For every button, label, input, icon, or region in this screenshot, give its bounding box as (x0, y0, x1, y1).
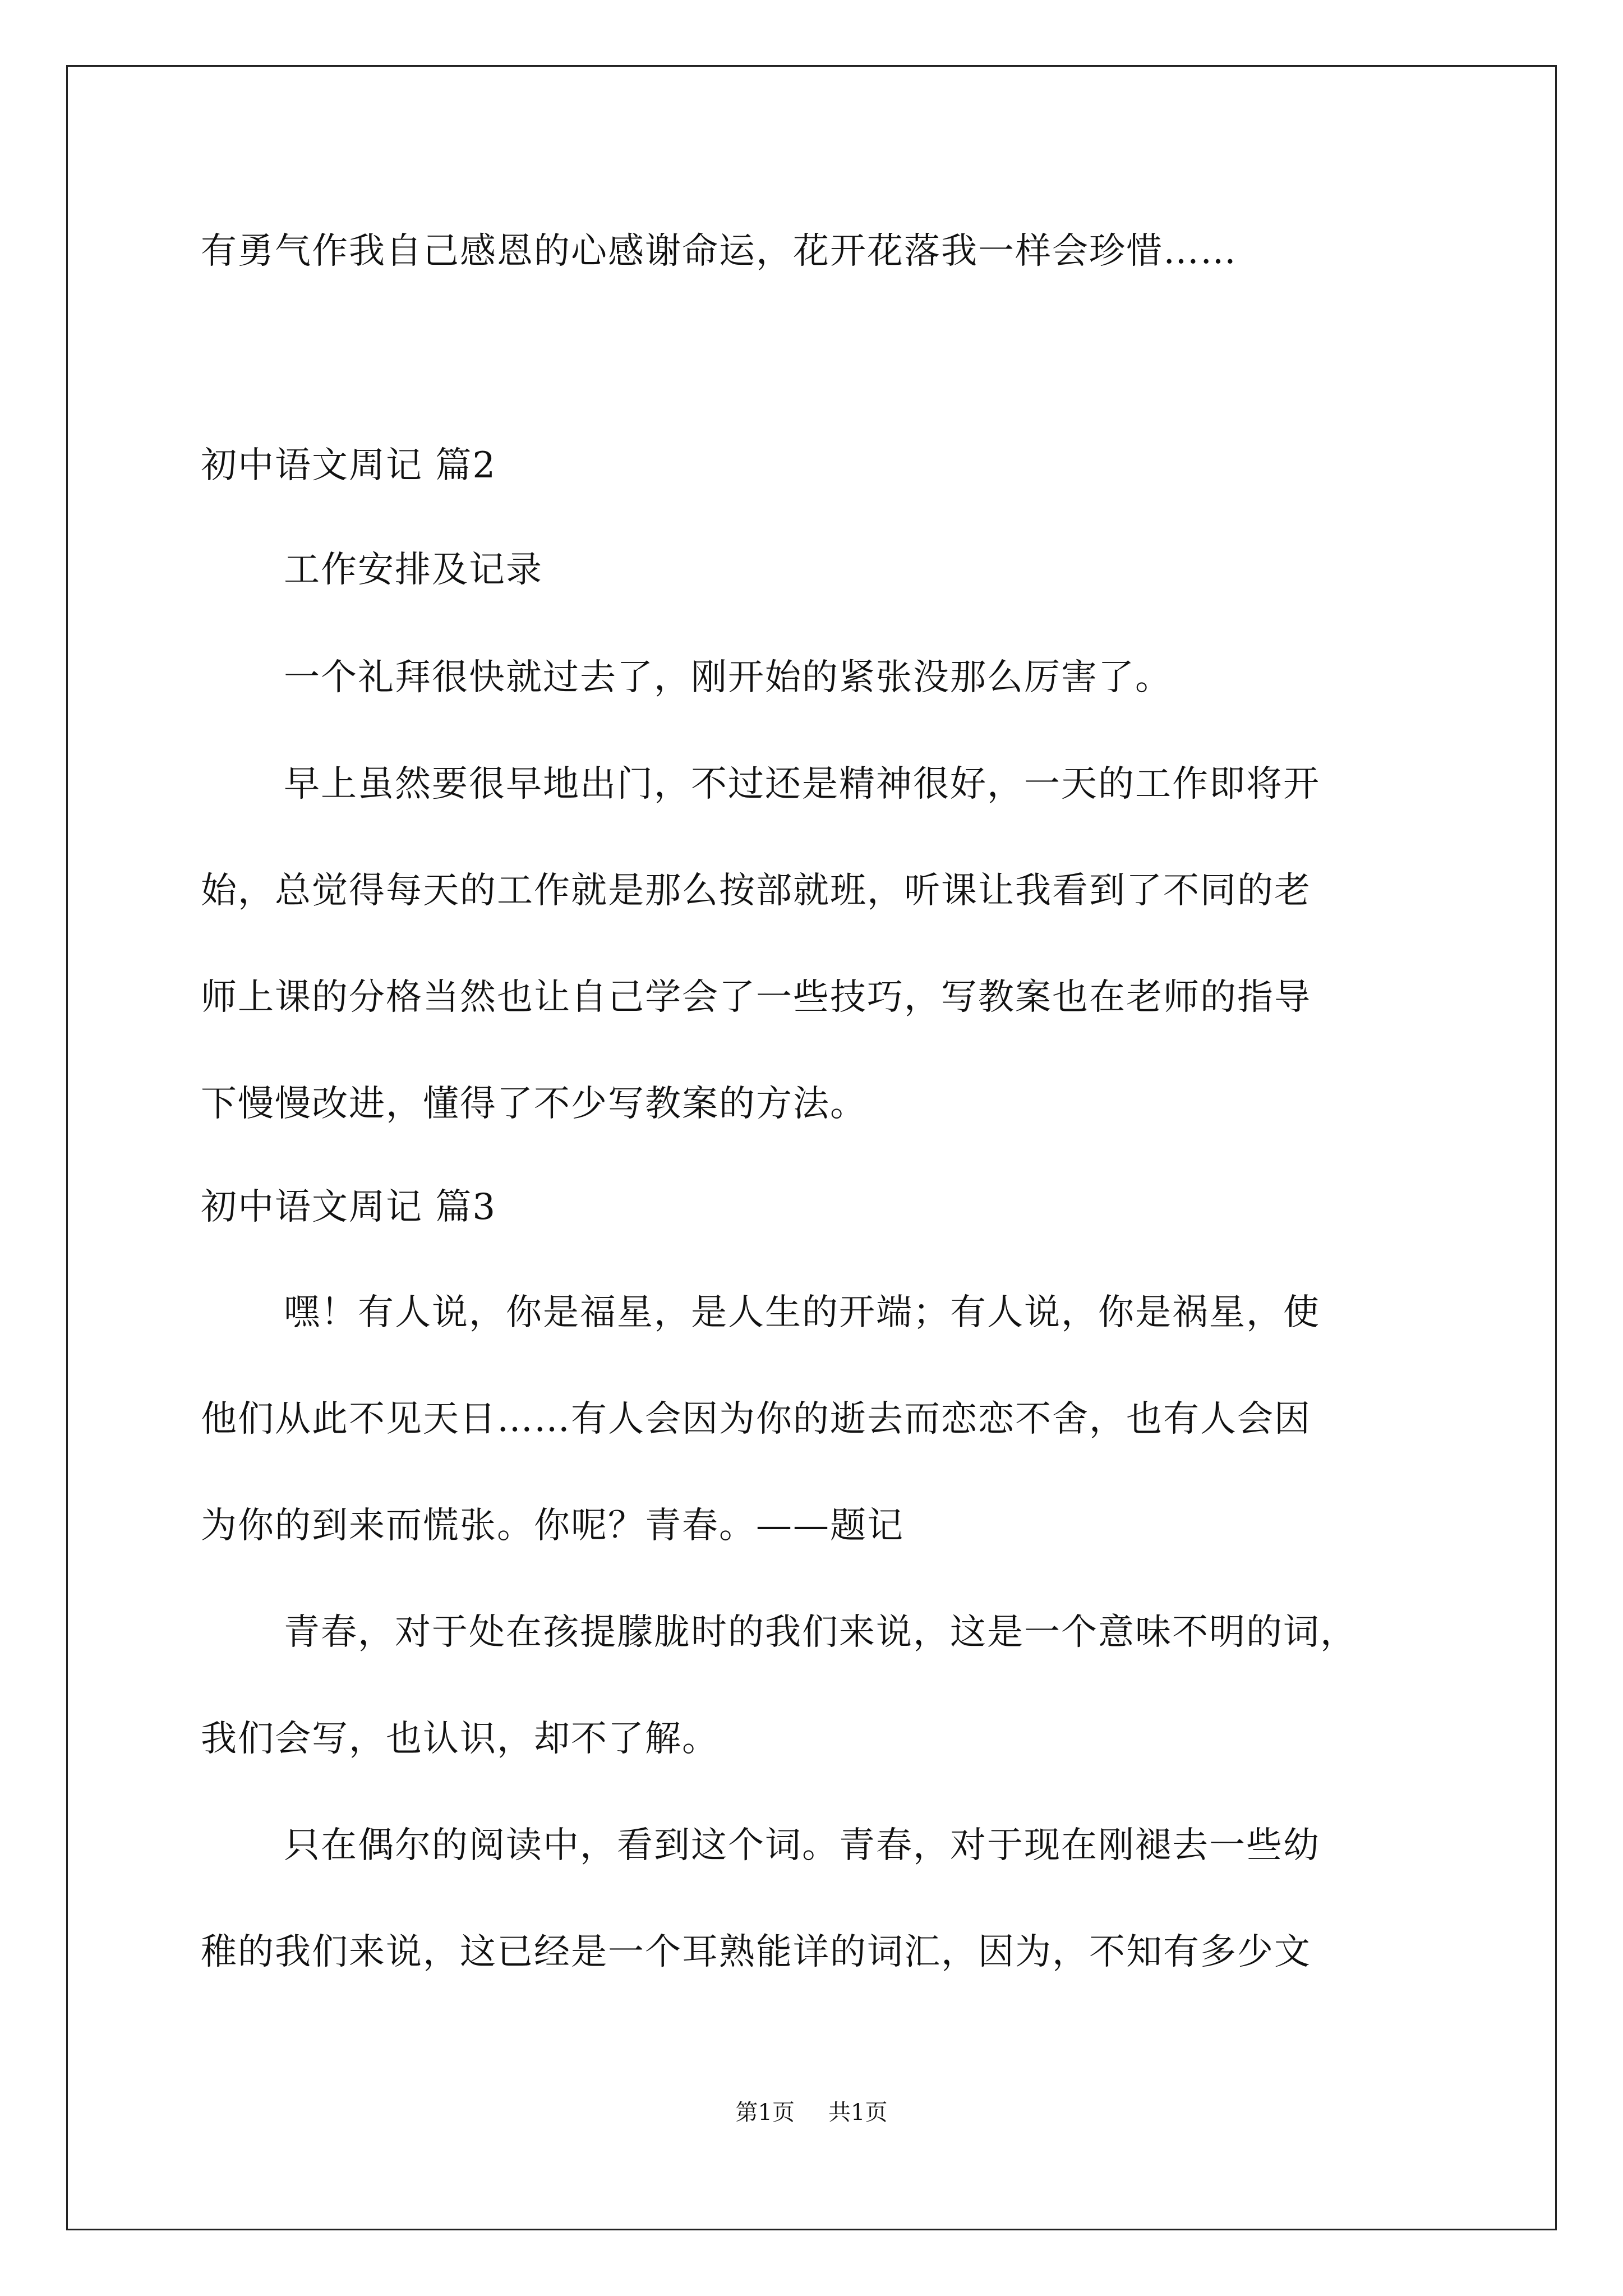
text-line: 青春，对于处在孩提朦胧时的我们来说，这是一个意味不明的词， (284, 1612, 1357, 1653)
text-line: 始，总觉得每天的工作就是那么按部就班，听课让我看到了不同的老 (201, 870, 1311, 912)
page-frame (66, 65, 1557, 2230)
text-line: 有勇气作我自己感恩的心感谢命运，花开花落我一样会珍惜…… (201, 231, 1237, 272)
text-line: 只在偶尔的阅读中，看到这个词。青春，对于现在刚褪去一些幼 (284, 1825, 1320, 1866)
text-line: 稚的我们来说，这已经是一个耳熟能详的词汇，因为，不知有多少文 (201, 1931, 1311, 1973)
section-heading: 初中语文周记 篇3 (201, 1186, 497, 1228)
text-line: 早上虽然要很早地出门，不过还是精神很好，一天的工作即将开 (284, 763, 1320, 805)
text-line: 一个礼拜很快就过去了，刚开始的紧张没那么厉害了。 (284, 657, 1172, 698)
text-line: 我们会写，也认识，却不了解。 (201, 1718, 719, 1760)
text-line: 师上课的分格当然也让自己学会了一些技巧，写教案也在老师的指导 (201, 977, 1311, 1018)
page-total: 共1页 (828, 2100, 888, 2125)
text-line: 工作安排及记录 (284, 549, 543, 591)
section-heading: 初中语文周记 篇2 (201, 445, 497, 486)
page-number: 第1页 (735, 2100, 795, 2125)
text-line: 他们从此不见天日……有人会因为你的逝去而恋恋不舍，也有人会因 (201, 1398, 1311, 1440)
text-line: 下慢慢改进，懂得了不少写教案的方法。 (201, 1083, 867, 1125)
text-line: 为你的到来而慌张。你呢？青春。——题记 (201, 1505, 904, 1547)
text-line: 嘿！有人说，你是福星，是人生的开端；有人说，你是祸星，使 (284, 1292, 1320, 1333)
page-footer (0, 2098, 1623, 2127)
